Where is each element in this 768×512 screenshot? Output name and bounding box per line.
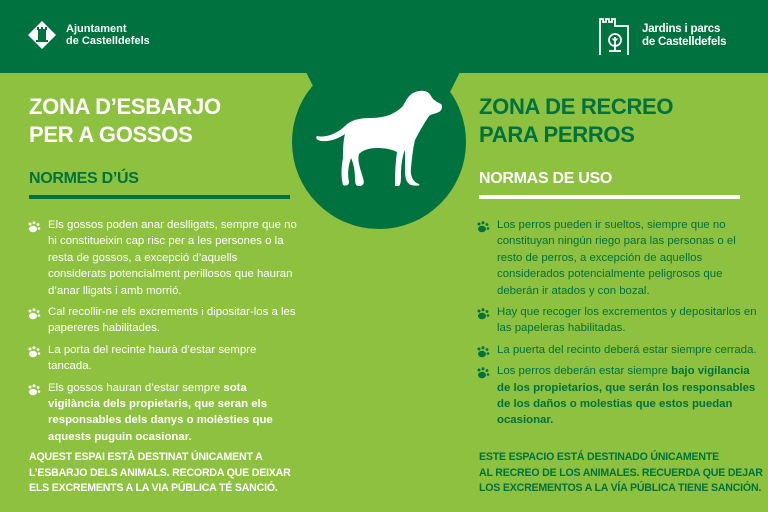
rule-text: Cal recollir-ne els excrements i dipositar-los a les papereres habilitades. [48,306,296,335]
spanish-footer [479,450,763,497]
paw-icon [477,367,491,379]
catalan-title [29,93,221,149]
spanish-title-line2: PARA PERROS [479,122,635,147]
ajuntament-logo [28,21,150,49]
rule-text: Hay que recoger los excrementos y depositarlos en las papeleras habilitadas. [497,306,757,335]
list-item [28,217,298,299]
list-item [28,304,298,337]
catalan-title-line2: PER A GOSSOS [29,122,193,147]
spanish-divider [479,195,740,199]
jardins-line1: Jardins i parcs [642,23,721,35]
paw-icon [28,308,42,320]
rule-text-bold: sota vigilància dels propietaris, que seran els responsables dels danys o molèsties que aquests puguin ocasionar. [48,381,273,443]
castle-tree-icon [598,16,630,56]
list-item [28,380,298,446]
jardins-logo [598,16,726,56]
spanish-footer-line2: AL RECREO DE LOS ANIMALES. RECUERDA QUE DEJAR [479,466,763,479]
catalan-footer-line3: ELS EXCREMENTS A LA VIA PÚBLICA TÉ SANCIÓ. [29,482,278,494]
catalan-title-line1: ZONA D’ESBARJO [29,94,221,119]
paw-icon [28,221,42,233]
castle-diamond-icon [28,21,56,49]
spanish-footer-line3: LOS EXCREMENTOS A LA VÍA PÚBLICA TIENE SANCIÓN. [479,482,762,494]
spanish-title [479,93,673,149]
catalan-footer-line1: AQUEST ESPAI ESTÀ DESTINAT ÚNICAMENT A [29,451,263,463]
catalan-footer [29,450,291,497]
catalan-divider [29,195,290,199]
catalan-footer-line2: L’ESBARJO DELS ANIMALS. RECORDA QUE DEIXAR [29,466,291,479]
catalan-subtitle: NORMES D’ÚS [29,170,139,187]
spanish-rules-list [477,217,759,434]
rule-text: La porta del recinte haurà d’estar sempre tancada. [48,343,257,373]
paw-icon [477,346,491,358]
jardins-line2: de Castelldefels [642,36,727,48]
paw-icon [477,308,491,320]
spanish-footer-line1: ESTE ESPACIO ESTÁ DESTINADO ÚNICAMENTE [479,451,720,463]
rule-text-bold: bajo vigilancia de los propietarios, que serán los responsables de los daños o molestias que estos puedan ocasionar. [497,365,756,427]
rule-text: Los perros pueden ir sueltos, siempre que no constituyan ningún riego para las personas o el resto de perros, a excepción de aquellos considerados potencialmente peligrosos que deberán ir atados y con bozal. [497,219,736,297]
paw-icon [477,221,491,233]
rule-text: Els gossos hauran d’estar sempre [48,381,224,394]
list-item [477,342,759,358]
rule-text: La puerta del recinto deberá estar siempre cerrada. [497,343,757,356]
ajuntament-line1: Ajuntament [66,23,127,35]
ajuntament-line2: de Castelldefels [66,35,150,47]
list-item [477,217,759,299]
rule-text: Los perros deberán estar siempre [497,365,672,378]
list-item [477,363,759,429]
dog-silhouette-icon [315,88,450,188]
paw-icon [28,346,42,358]
catalan-rules-list [28,217,298,450]
spanish-title-line1: ZONA DE RECREO [479,94,674,119]
spanish-subtitle: NORMAS DE USO [479,170,612,187]
list-item [477,304,759,337]
rule-text: Els gossos poden anar deslligats, sempre que no hi constitueixin cap risc per a les persones o la resta de gossos, a excepció d’aquells considerats potencialment perillosos que hauran d’anar lligats i amb morrió. [48,219,297,297]
list-item [28,342,298,375]
paw-icon [28,384,42,396]
